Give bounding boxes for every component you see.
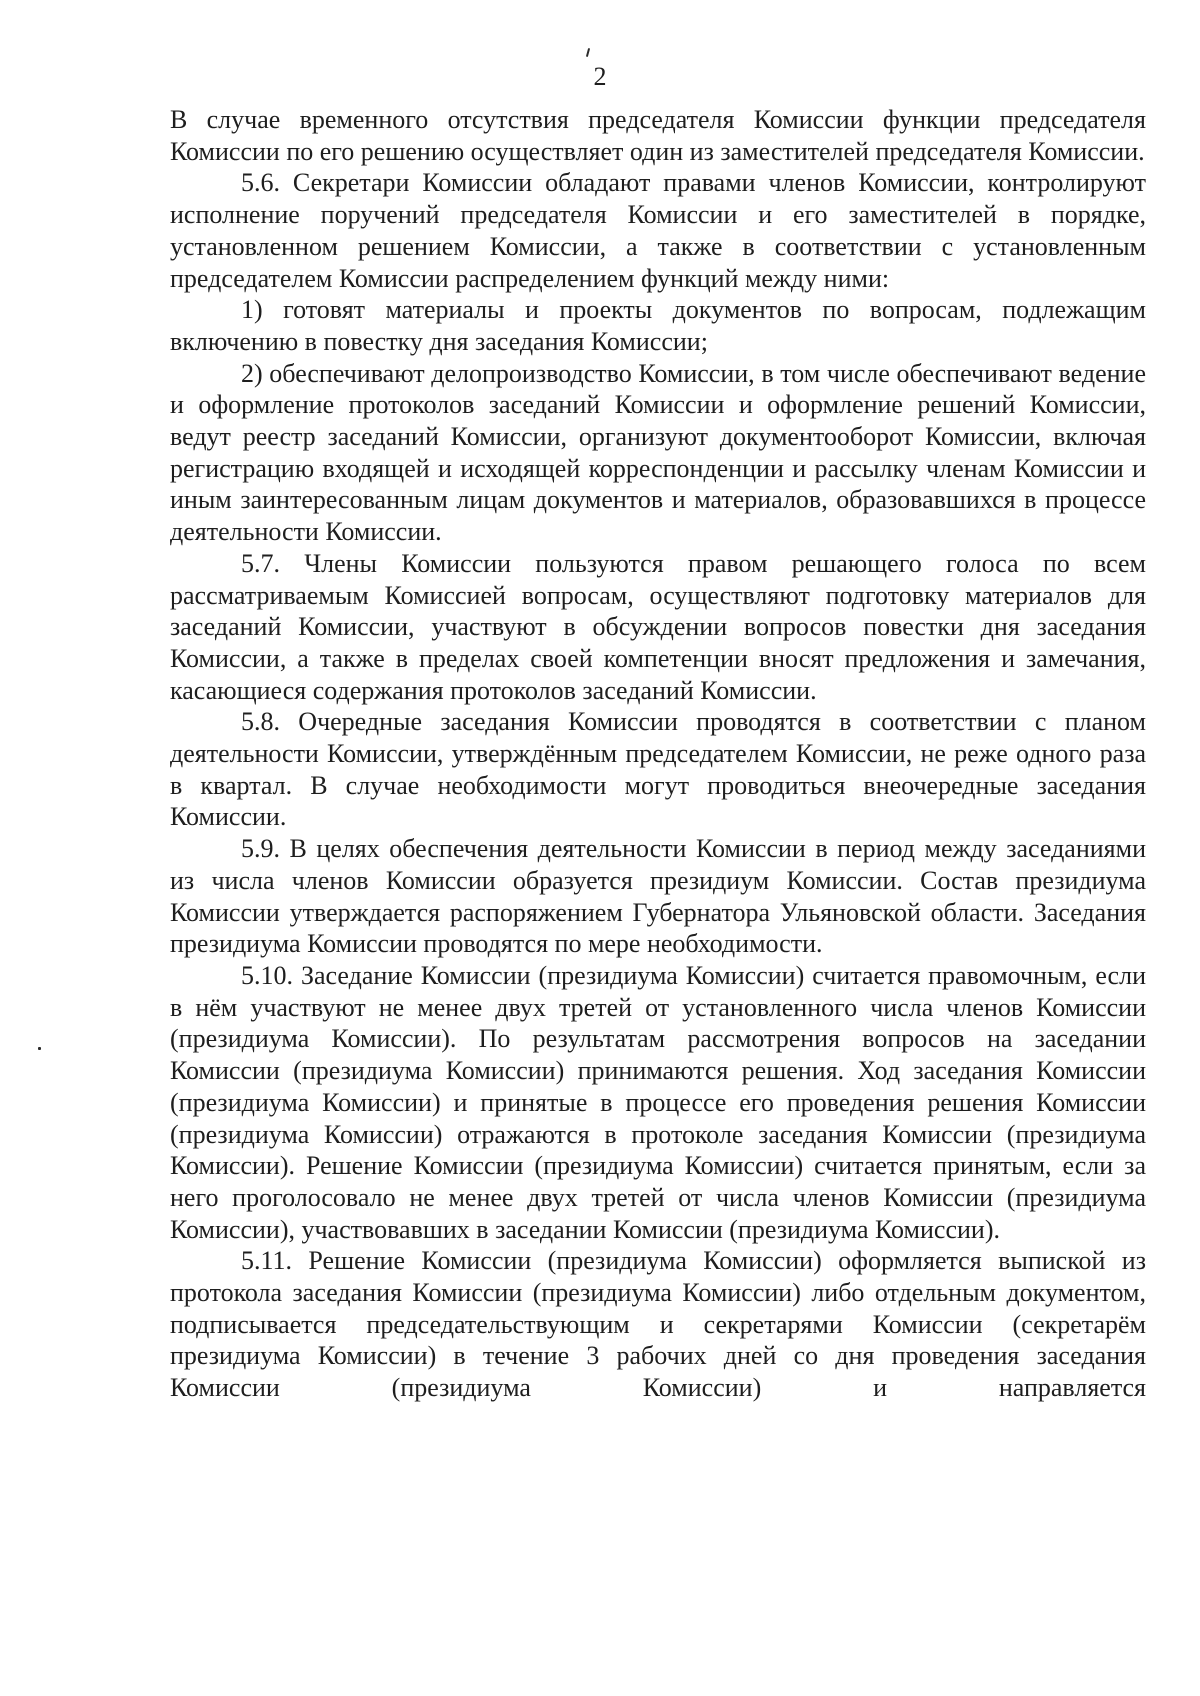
scan-speck [38,1047,41,1050]
document-body [170,104,1146,1404]
paragraph-5-7: 5.7. Члены Комиссии пользуются правом решающего голоса по всем рассматриваемым Комиссией вопросам, осуществляют подготовку материалов для заседаний Комиссии, участвуют в обсуждении вопросов повестки дня заседания Комиссии, а также в пределах своей компетенции вносят предложения и замечания, касающиеся содержания протоколов заседаний Комиссии. [170,548,1146,705]
paragraph-5-10: 5.10. Заседание Комиссии (президиума Комиссии) считается правомочным, если в нём участвуют не менее двух третей от установленного числа членов Комиссии (президиума Комиссии). По результатам рассмотрения вопросов на заседании Комиссии (президиума Комиссии) принимаются решения. Ход заседания Комиссии (президиума Комиссии) и принятые в процессе его проведения решения Комиссии (президиума Комиссии) отражаются в протоколе заседания Комиссии (президиума Комиссии). Решение Комиссии (президиума Комиссии) считается принятым, если за него проголосовало не менее двух третей от числа членов Комиссии (президиума Комиссии), участвовавших в заседании Комиссии (президиума Комиссии). [170,960,1146,1244]
paragraph-5-9: 5.9. В целях обеспечения деятельности Комиссии в период между заседаниями из числа членов Комиссии образуется президиум Комиссии. Состав президиума Комиссии утверждается распоряжением Губернатора Ульяновской области. Заседания президиума Комиссии проводятся по мере необходимости. [170,834,1146,959]
paragraph-chairman-absence: В случае временного отсутствия председателя Комиссии функции председателя Комиссии по его решению осуществляет один из заместителей председателя Комиссии. [170,105,1146,166]
paragraph-5-11: 5.11. Решение Комиссии (президиума Комиссии) оформляется выпиской из протокола заседания Комиссии (президиума Комиссии) либо отдельным документом, подписывается председательствующим и секретарями Комиссии (секретарём президиума Комиссии) в течение 3 рабочих дней со дня проведения заседания Комиссии (президиума Комиссии) и направляется [170,1246,1146,1403]
paragraph-5-6: 5.6. Секретари Комиссии обладают правами членов Комиссии, контролируют исполнение поручений председателя Комиссии и его заместителей в порядке, установленном решением Комиссии, а также в соответствии с установленным председателем Комиссии распределением функций между ними: [170,168,1146,293]
page-number: 2 [593,62,607,91]
list-item-1: 1) готовят материалы и проекты документов по вопросам, подлежащим включению в повестку дня заседания Комиссии; [170,295,1146,356]
list-item-2: 2) обеспечивают делопроизводство Комиссии, в том числе обеспечивают ведение и оформление протоколов заседаний Комиссии и оформление решений Комиссии, ведут реестр заседаний Комиссии, организуют документооборот Комиссии, включая регистрацию входящей и исходящей корреспонденции и рассылку членам Комиссии и иным заинтересованным лицам документов и материалов, образовавшихся в процессе деятельности Комиссии. [170,358,1146,547]
paragraph-5-8: 5.8. Очередные заседания Комиссии проводятся в соответствии с планом деятельности Комиссии, утверждённым председателем Комиссии, не реже одного раза в квартал. В случае необходимости могут проводиться внеочередные заседания Комиссии. [170,707,1146,832]
scan-speck [586,48,590,57]
